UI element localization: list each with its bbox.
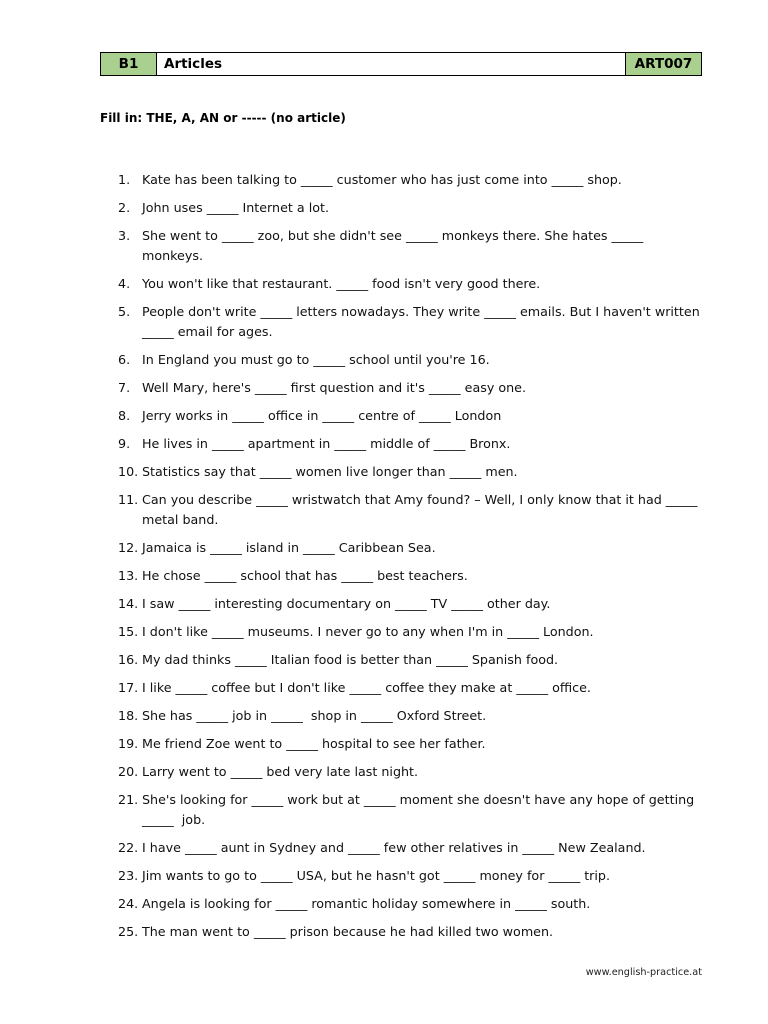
item-text xyxy=(142,706,486,726)
item-text-line: Statistics say that _____ women live longer than _____ men. xyxy=(142,464,518,479)
item-text xyxy=(142,350,490,370)
exercise-item xyxy=(118,838,718,858)
item-text-line: Well Mary, here's _____ first question and it's _____ easy one. xyxy=(142,380,527,395)
item-text-line: Can you describe _____ wristwatch that Amy found? – Well, I only know that it had _____ xyxy=(142,492,698,507)
exercise-list xyxy=(118,170,718,950)
item-text-line: Angela is looking for _____ romantic holiday somewhere in _____ south. xyxy=(142,896,591,911)
item-number: 20. xyxy=(118,764,139,779)
exercise-item xyxy=(118,490,718,530)
exercise-item xyxy=(118,170,718,190)
item-text-line: I saw _____ interesting documentary on _____ TV _____ other day. xyxy=(142,596,551,611)
item-number: 18. xyxy=(118,708,139,723)
item-text-line: He lives in _____ apartment in _____ middle of _____ Bronx. xyxy=(142,436,511,451)
worksheet-header xyxy=(100,52,702,76)
exercise-item xyxy=(118,594,718,614)
item-number: 24. xyxy=(118,896,139,911)
item-text xyxy=(142,406,501,426)
item-number: 11. xyxy=(118,492,139,507)
item-text-line: You won't like that restaurant. _____ food isn't very good there. xyxy=(142,276,541,291)
item-text-line: monkeys. xyxy=(142,248,204,263)
item-text-line: Jamaica is _____ island in _____ Caribbean Sea. xyxy=(142,540,436,555)
item-number: 21. xyxy=(118,792,139,807)
exercise-item xyxy=(118,922,718,942)
item-text xyxy=(142,650,558,670)
item-number: 1. xyxy=(118,172,131,187)
item-text-line: She has _____ job in _____ shop in _____ Oxford Street. xyxy=(142,708,487,723)
item-number: 13. xyxy=(118,568,139,583)
item-number: 16. xyxy=(118,652,139,667)
item-text-line: I have _____ aunt in Sydney and _____ few other relatives in _____ New Zealand. xyxy=(142,840,646,855)
exercise-item xyxy=(118,678,718,698)
item-text-line: People don't write _____ letters nowadays. They write _____ emails. But I haven't written xyxy=(142,304,700,319)
item-text-line: She went to _____ zoo, but she didn't see _____ monkeys there. She hates _____ xyxy=(142,228,644,243)
exercise-item xyxy=(118,538,718,558)
exercise-item xyxy=(118,378,718,398)
item-text-line: My dad thinks _____ Italian food is better than _____ Spanish food. xyxy=(142,652,559,667)
item-text-line: She's looking for _____ work but at _____ moment she doesn't have any hope of getting xyxy=(142,792,695,807)
exercise-item xyxy=(118,790,718,830)
item-number: 10. xyxy=(118,464,139,479)
item-text xyxy=(142,866,610,886)
exercise-item xyxy=(118,274,718,294)
item-number: 9. xyxy=(118,436,131,451)
item-number: 5. xyxy=(118,304,131,319)
item-number: 2. xyxy=(118,200,131,215)
item-text xyxy=(142,762,418,782)
item-text xyxy=(142,302,700,342)
item-number: 6. xyxy=(118,352,131,367)
item-number: 4. xyxy=(118,276,131,291)
item-text xyxy=(142,170,622,190)
exercise-item xyxy=(118,650,718,670)
item-text xyxy=(142,462,518,482)
worksheet-title: Articles xyxy=(157,53,626,75)
exercise-item xyxy=(118,406,718,426)
item-text xyxy=(142,198,329,218)
exercise-item xyxy=(118,302,718,342)
exercise-item xyxy=(118,706,718,726)
item-text xyxy=(142,838,646,858)
item-number: 23. xyxy=(118,868,139,883)
exercise-item xyxy=(118,894,718,914)
item-text-line: Jim wants to go to _____ USA, but he hasn't got _____ money for _____ trip. xyxy=(142,868,610,883)
exercise-item xyxy=(118,622,718,642)
item-number: 17. xyxy=(118,680,139,695)
item-number: 7. xyxy=(118,380,131,395)
item-number: 3. xyxy=(118,228,131,243)
item-text xyxy=(142,434,510,454)
item-text-line: I like _____ coffee but I don't like _____ coffee they make at _____ office. xyxy=(142,680,591,695)
item-text xyxy=(142,594,550,614)
item-text-line: _____ email for ages. xyxy=(142,324,273,339)
item-text-line: Jerry works in _____ office in _____ centre of _____ London xyxy=(142,408,502,423)
item-text xyxy=(142,622,594,642)
item-number: 14. xyxy=(118,596,139,611)
item-number: 22. xyxy=(118,840,139,855)
worksheet-code: ART007 xyxy=(626,53,701,75)
footer-website: www.english-practice.at xyxy=(585,967,702,978)
item-text-line: Kate has been talking to _____ customer who has just come into _____ shop. xyxy=(142,172,622,187)
item-text xyxy=(142,538,436,558)
item-text-line: I don't like _____ museums. I never go to any when I'm in _____ London. xyxy=(142,624,594,639)
item-text-line: metal band. xyxy=(142,512,219,527)
item-text xyxy=(142,894,590,914)
item-text xyxy=(142,790,694,830)
item-number: 25. xyxy=(118,924,139,939)
item-number: 15. xyxy=(118,624,139,639)
exercise-item xyxy=(118,226,718,266)
item-text xyxy=(142,226,643,266)
item-number: 19. xyxy=(118,736,139,751)
item-number: 8. xyxy=(118,408,131,423)
item-text-line: Larry went to _____ bed very late last night. xyxy=(142,764,419,779)
item-text xyxy=(142,566,468,586)
exercise-item xyxy=(118,350,718,370)
item-number: 12. xyxy=(118,540,139,555)
exercise-item xyxy=(118,566,718,586)
item-text xyxy=(142,378,526,398)
item-text-line: Me friend Zoe went to _____ hospital to see her father. xyxy=(142,736,486,751)
item-text-line: The man went to _____ prison because he had killed two women. xyxy=(142,924,554,939)
instructions: Fill in: THE, A, AN or ----- (no article) xyxy=(100,111,346,125)
item-text xyxy=(142,922,553,942)
exercise-item xyxy=(118,866,718,886)
exercise-item xyxy=(118,762,718,782)
exercise-item xyxy=(118,198,718,218)
exercise-item xyxy=(118,462,718,482)
item-text-line: He chose _____ school that has _____ best teachers. xyxy=(142,568,468,583)
item-text-line: John uses _____ Internet a lot. xyxy=(142,200,329,215)
item-text xyxy=(142,734,486,754)
item-text xyxy=(142,490,698,530)
exercise-item xyxy=(118,434,718,454)
exercise-item xyxy=(118,734,718,754)
item-text-line: In England you must go to _____ school until you're 16. xyxy=(142,352,490,367)
level-badge: B1 xyxy=(101,53,157,75)
item-text xyxy=(142,678,591,698)
item-text xyxy=(142,274,540,294)
item-text-line: _____ job. xyxy=(142,812,206,827)
